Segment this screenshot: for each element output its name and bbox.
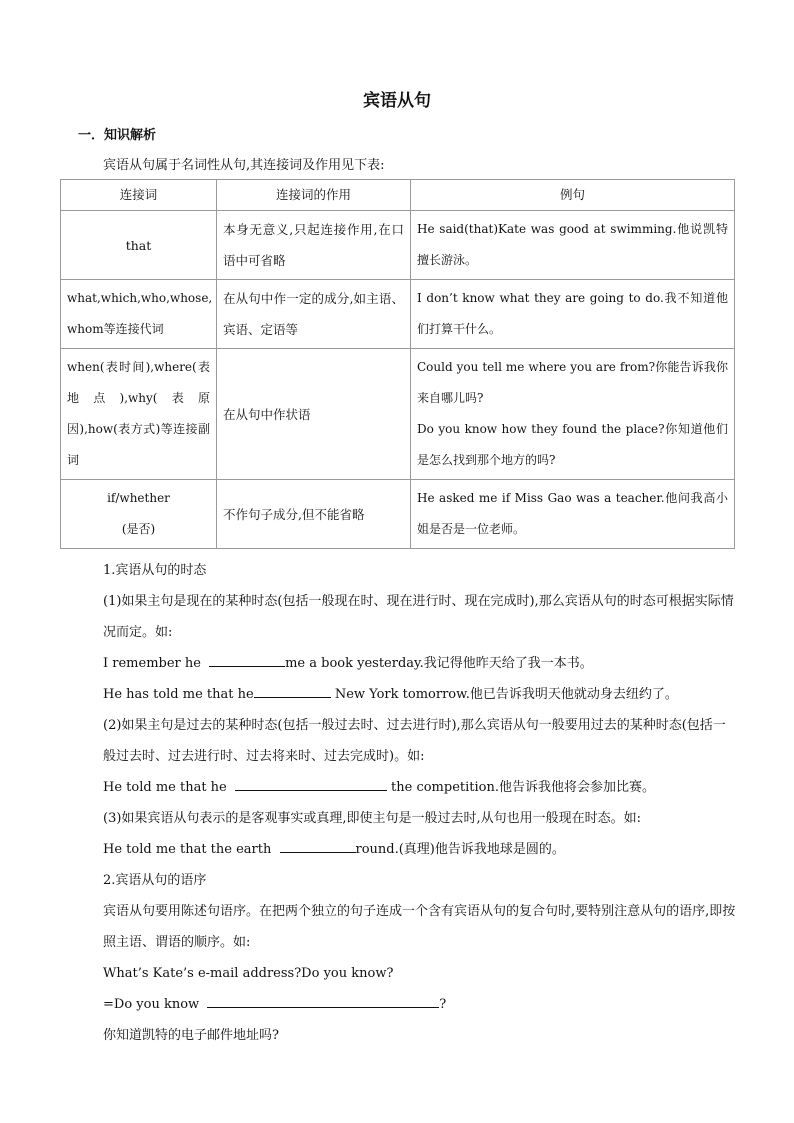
paragraph: (2)如果主句是过去的某种时态(包括一般过去时、过去进行时),那么宾语从句一般要用过去的某种时态(包括一般过去时、过去进行时、过去将来时、过去完成时)。如: (103, 718, 726, 764)
page-title: 宾语从句 (363, 91, 431, 111)
cell-function: 在从句中作状语 (217, 349, 411, 480)
fill-blank[interactable] (207, 993, 439, 1008)
fill-blank[interactable] (280, 838, 356, 853)
conjunction-line: (是否) (121, 522, 156, 536)
fill-blank[interactable] (254, 683, 331, 698)
example-sentence: He asked me if Miss Gao was a teacher.他问我高小姐是否是一位老师。 (417, 491, 728, 536)
conjunction-line: if/whether (107, 491, 170, 505)
fill-blank[interactable] (235, 776, 387, 791)
paragraph: (3)如果宾语从句表示的是客观事实或真理,即使主句是一般过去时,从句也用一般现在时态。如: (103, 811, 642, 826)
table-header-row (61, 180, 735, 211)
example-line (76, 679, 736, 710)
header-example: 例句 (411, 180, 735, 211)
fill-blank[interactable] (209, 652, 285, 667)
example-text: the competition.他告诉我他将会参加比赛。 (391, 780, 655, 795)
header-function: 连接词的作用 (217, 180, 411, 211)
intro-text: 宾语从句属于名词性从句,其连接词及作用见下表: (103, 158, 385, 173)
table-row (61, 349, 735, 480)
header-conjunction: 连接词 (61, 180, 217, 211)
example-line: 你知道凯特的电子邮件地址吗? (103, 1028, 279, 1043)
conjunction-table (60, 179, 735, 549)
example-text: He has told me that he (103, 687, 254, 702)
body-text (76, 555, 736, 1051)
cell-conjunction: when(表时间),where(表地点),why(表原因),how(表方式)等连接副词 (61, 349, 217, 480)
table-row (61, 280, 735, 349)
example-line (76, 648, 736, 679)
example-text: round.(真理)他告诉我地球是圆的。 (355, 842, 565, 857)
example-sentence: Could you tell me where you are from?你能告诉我你来自哪儿吗? (417, 360, 728, 405)
example-line (76, 772, 736, 803)
paragraph: 宾语从句要用陈述句语序。在把两个独立的句子连成一个含有宾语从句的复合句时,要特别注意从句的语序,即按照主语、谓语的顺序。如: (103, 904, 736, 950)
example-sentence: Do you know how they found the place?你知道他们是怎么找到那个地方的吗? (417, 422, 728, 467)
cell-conjunction: what,which,who,whose, whom等连接代词 (61, 280, 217, 349)
cell-function: 在从句中作一定的成分,如主语、宾语、定语等 (217, 280, 411, 349)
table-row (61, 480, 735, 549)
paragraph: (1)如果主句是现在的某种时态(包括一般现在时、现在进行时、现在完成时),那么宾语从句的时态可根据实际情况而定。如: (103, 594, 734, 640)
example-sentence: I don’t know what they are going to do.我不知道他们打算干什么。 (417, 291, 728, 336)
table-row (61, 211, 735, 280)
example-text: He told me that he (103, 780, 227, 795)
cell-function: 不作句子成分,但不能省略 (217, 480, 411, 549)
example-text: New York tomorrow.他已告诉我明天他就动身去纽约了。 (334, 687, 678, 702)
example-text: me a book yesterday.我记得他昨天给了我一本书。 (285, 656, 593, 671)
cell-example (411, 349, 735, 480)
cell-example (411, 211, 735, 280)
section-heading: 一．知识解析 (78, 128, 157, 143)
example-text: ? (439, 997, 447, 1012)
subsection-heading: 2.宾语从句的语序 (103, 873, 207, 888)
example-text: He told me that the earth (103, 842, 272, 857)
example-text: =Do you know (103, 997, 200, 1012)
example-sentence: He said(that)Kate was good at swimming.他说凯特擅长游泳。 (417, 222, 728, 267)
example-line: What’s Kate’s e-mail address?Do you know? (103, 966, 394, 981)
example-text: I remember he (103, 656, 201, 671)
cell-function: 本身无意义,只起连接作用,在口语中可省略 (217, 211, 411, 280)
example-line (76, 989, 736, 1020)
cell-conjunction: that (61, 211, 217, 280)
example-line (76, 834, 736, 865)
cell-example (411, 280, 735, 349)
cell-example (411, 480, 735, 549)
subsection-heading: 1.宾语从句的时态 (103, 563, 207, 578)
cell-conjunction (61, 480, 217, 549)
